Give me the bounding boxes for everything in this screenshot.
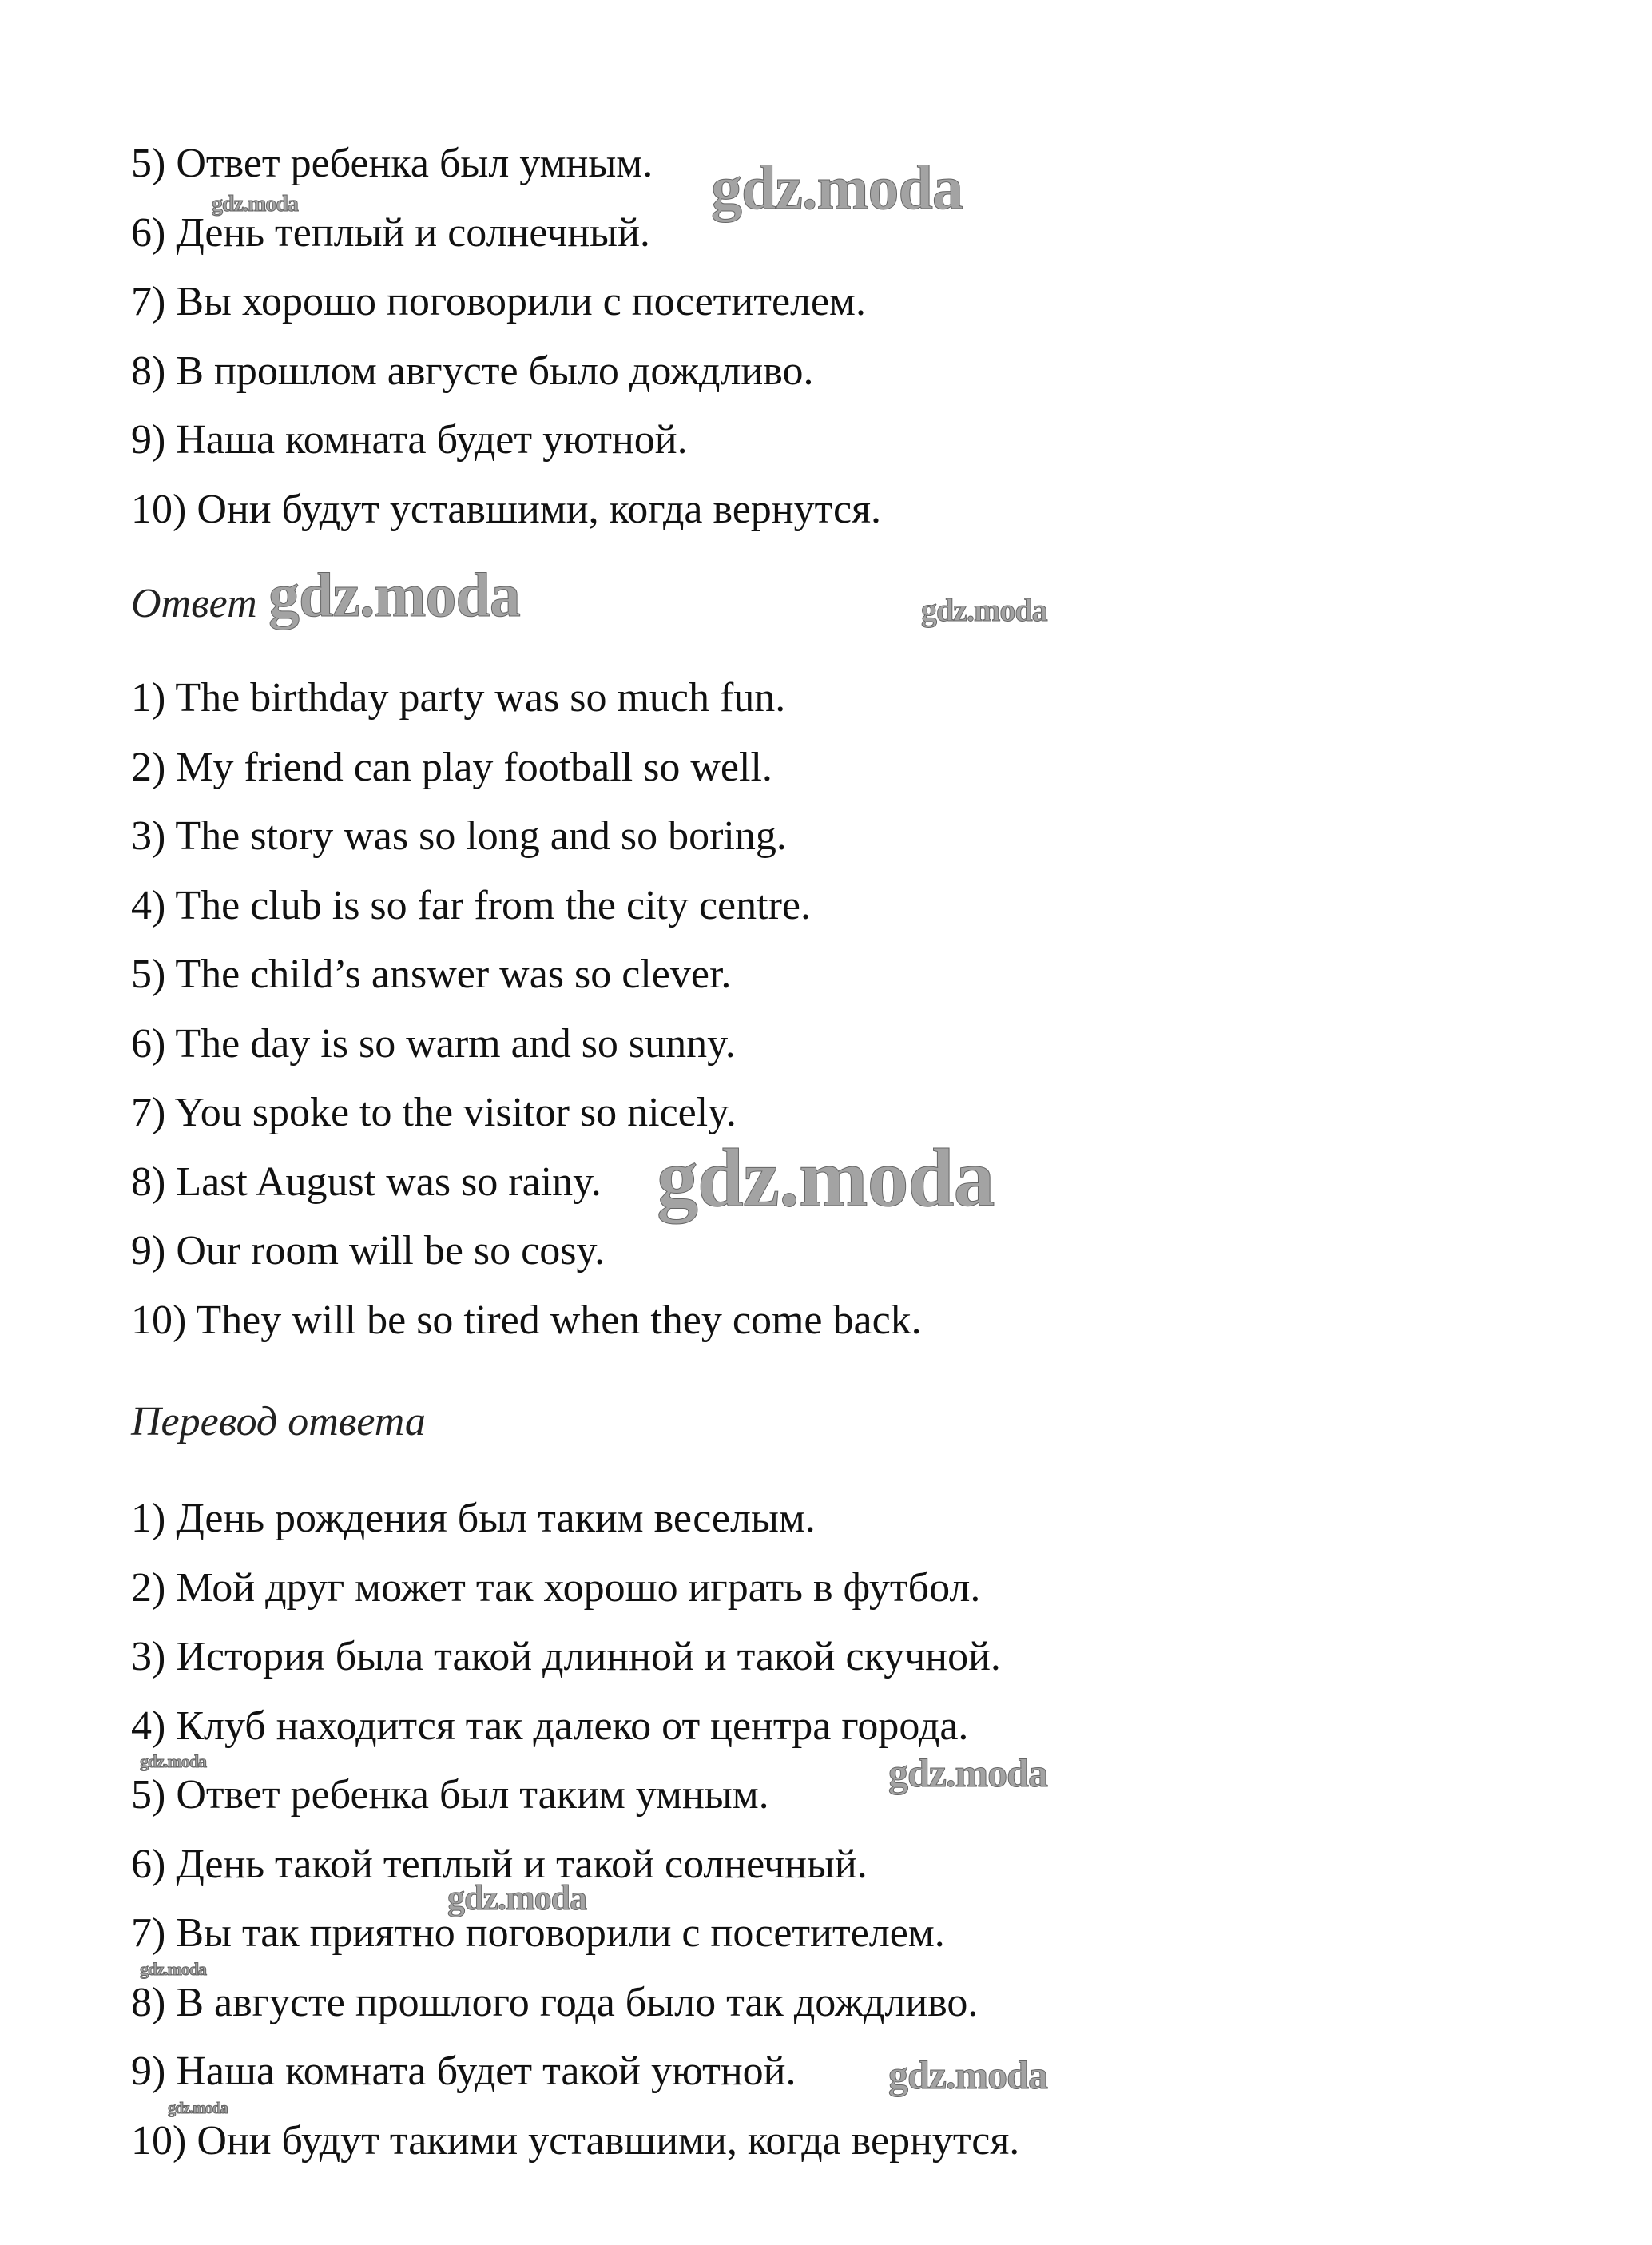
translation-sentence: 10) Они будут такими уставшими, когда вернутся. <box>131 2117 1020 2164</box>
translation-sentence: 2) Мой друг может так хорошо играть в футбол. <box>131 1564 981 1611</box>
answer-sentence: 9) Our room will be so cosy. <box>131 1228 606 1273</box>
watermark-logo: gdz.moda <box>921 592 1047 628</box>
watermark-logo: gdz.moda <box>140 1751 207 1771</box>
translation-sentence: 3) История была такой длинной и такой скучной. <box>131 1634 1001 1679</box>
watermark-logo: gdz.moda <box>657 1132 995 1224</box>
answer-sentence: 7) You spoke to the visitor so nicely. <box>131 1090 737 1135</box>
answer-sentence: 6) The day is so warm and so sunny. <box>131 1020 736 1067</box>
watermark-logo: gdz.moda <box>168 2100 228 2117</box>
task-sentence: 8) В прошлом августе было дождливо. <box>131 348 814 394</box>
answer-sentence: 8) Last August was so rainy. <box>131 1158 602 1205</box>
translation-sentence: 9) Наша комната будет такой уютной. <box>131 2048 796 2094</box>
task-sentence: 5) Ответ ребенка был умным. <box>131 141 653 186</box>
answer-sentence: 10) They will be so tired when they come back. <box>131 1297 922 1343</box>
answer-heading: Ответ <box>131 581 257 626</box>
task-sentence: 7) Вы хорошо поговорили с посетителем. <box>131 279 866 324</box>
task-sentence: 6) День теплый и солнечный. <box>131 209 650 256</box>
watermark-logo: gdz.moda <box>268 560 520 630</box>
translation-sentence: 4) Клуб находится так далеко от центра города. <box>131 1703 969 1749</box>
translation-sentence: 5) Ответ ребенка был таким умным. <box>131 1772 769 1818</box>
watermark-logo: gdz.moda <box>711 153 963 222</box>
watermark-logo: gdz.moda <box>140 1959 207 1979</box>
translation-sentence: 6) День такой теплый и такой солнечный. <box>131 1841 868 1887</box>
translation-sentence: 7) Вы так приятно поговорили с посетителем. <box>131 1910 945 1956</box>
translation-heading: Перевод ответа <box>131 1399 426 1444</box>
task-sentence: 10) Они будут уставшими, когда вернутся. <box>131 486 881 532</box>
answer-sentence: 3) The story was so long and so boring. <box>131 813 787 859</box>
watermark-logo: gdz.moda <box>888 1750 1047 1795</box>
answer-sentence: 4) The club is so far from the city centre. <box>131 882 811 928</box>
answer-sentence: 2) My friend can play football so well. <box>131 744 772 790</box>
translation-list <box>131 1484 1019 2175</box>
answer-sentence: 1) The birthday party was so much fun. <box>131 675 786 721</box>
watermark-logo: gdz.moda <box>888 2052 1047 2097</box>
watermark-logo: gdz.moda <box>447 1878 587 1917</box>
translation-sentence: 8) В августе прошлого года было так дождливо. <box>131 1979 979 2025</box>
watermark-logo: gdz.moda <box>212 192 298 217</box>
translation-sentence: 1) День рождения был таким веселым. <box>131 1496 816 1541</box>
task-sentence: 9) Наша комната будет уютной. <box>131 417 688 463</box>
answer-sentence: 5) The child’s answer was so clever. <box>131 952 732 997</box>
answer-list <box>131 664 922 1355</box>
